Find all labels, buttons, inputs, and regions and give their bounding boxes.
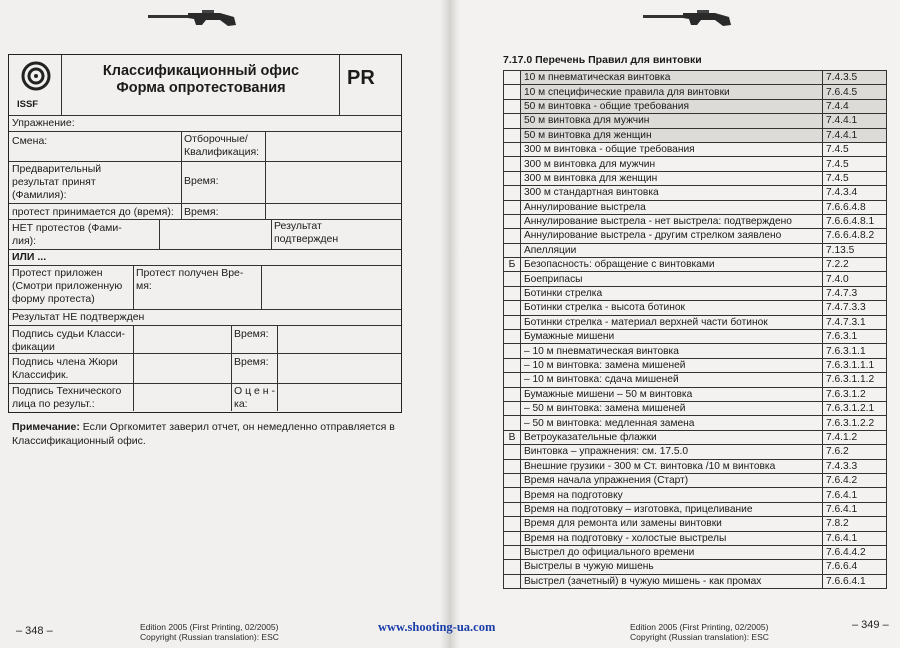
rule-code: 7.13.5 xyxy=(823,243,887,257)
rule-name: Аннулирование выстрела - нет выстрела: подтверждено xyxy=(521,214,823,228)
row-letter xyxy=(504,416,521,430)
page-number-left: – 348 – xyxy=(16,625,53,637)
form-title-line2: Форма опротестования xyxy=(116,80,286,96)
table-row xyxy=(504,214,887,228)
row-letter xyxy=(504,517,521,531)
row-letter xyxy=(504,344,521,358)
rule-name: – 50 м винтовка: медленная замена xyxy=(521,416,823,430)
row-letter xyxy=(504,531,521,545)
jury-signature-label: Подпись члена Жюри Классифик. xyxy=(12,356,118,381)
note-label: Примечание: xyxy=(12,421,80,433)
table-row xyxy=(504,459,887,473)
rule-code: 7.4.7.3.1 xyxy=(823,315,887,329)
protest-received-label: Протест получен Вре- мя: xyxy=(136,267,244,292)
rule-name: 50 м винтовка для мужчин xyxy=(521,114,823,128)
rule-code: 7.2.2 xyxy=(823,258,887,272)
judge-signature-label: Подпись судьи Класси- фикации xyxy=(12,328,125,353)
rule-code: 7.6.6.4.8 xyxy=(823,200,887,214)
form-title xyxy=(65,63,337,97)
rule-name: Выстрел до официального времени xyxy=(521,545,823,559)
row-letter xyxy=(504,330,521,344)
rule-code: 7.6.4.1 xyxy=(823,488,887,502)
rule-code: 7.4.4 xyxy=(823,99,887,113)
row-letter xyxy=(504,301,521,315)
rule-name: Аннулирование выстрела xyxy=(521,200,823,214)
rule-code: 7.4.7.3.3 xyxy=(823,301,887,315)
exercise-label: Упражнение: xyxy=(12,117,75,129)
table-row xyxy=(504,416,887,430)
accepted-until-label: протест принимается до (время): xyxy=(12,206,174,218)
page-number-right: – 349 – xyxy=(852,619,889,631)
table-row xyxy=(504,401,887,415)
rule-code: 7.4.1.2 xyxy=(823,430,887,444)
rule-name: Безопасность: обращение с винтовками xyxy=(521,258,823,272)
rule-code: 7.4.5 xyxy=(823,142,887,156)
rifle-icon xyxy=(148,8,238,30)
table-row xyxy=(504,142,887,156)
relay-label: Смена: xyxy=(12,135,48,147)
rule-name: Бумажные мишени – 50 м винтовка xyxy=(521,387,823,401)
table-row xyxy=(504,128,887,142)
confirmed-label: Результат подтвержден xyxy=(274,220,339,245)
row-letter xyxy=(504,545,521,559)
row-letter xyxy=(504,157,521,171)
row-letter xyxy=(504,387,521,401)
rule-name: Выстрелы в чужую мишень xyxy=(521,560,823,574)
preliminary-result-label: Предварительный результат принят (Фамилия): xyxy=(12,163,102,201)
rule-name: Аннулирование выстрела - другим стрелком заявлено xyxy=(521,229,823,243)
table-row xyxy=(504,545,887,559)
rule-name: 50 м винтовка - общие требования xyxy=(521,99,823,113)
table-row xyxy=(504,531,887,545)
technical-signature-label: Подпись Технического лица по результ.: xyxy=(12,385,122,410)
rule-code: 7.6.4.5 xyxy=(823,85,887,99)
table-row xyxy=(504,157,887,171)
rule-code: 7.6.2 xyxy=(823,445,887,459)
row-letter xyxy=(504,272,521,286)
row-letter xyxy=(504,574,521,588)
form-note xyxy=(12,420,402,448)
row-letter xyxy=(504,142,521,156)
rule-name: Ветроуказательные флажки xyxy=(521,430,823,444)
rule-name: – 50 м винтовка: замена мишеней xyxy=(521,401,823,415)
website-watermark: www.shooting-ua.com xyxy=(378,620,496,634)
rule-code: 7.4.0 xyxy=(823,272,887,286)
table-row xyxy=(504,114,887,128)
row-letter xyxy=(504,171,521,185)
rule-code: 7.4.7.3 xyxy=(823,286,887,300)
rule-code: 7.6.4.2 xyxy=(823,473,887,487)
rule-code: 7.6.4.1 xyxy=(823,502,887,516)
table-row xyxy=(504,286,887,300)
row-letter xyxy=(504,445,521,459)
rule-name: 300 м винтовка - общие требования xyxy=(521,142,823,156)
rule-name: Время для ремонта или замены винтовки xyxy=(521,517,823,531)
row-letter xyxy=(504,315,521,329)
rule-name: Время на подготовку - холостые выстрелы xyxy=(521,531,823,545)
row-letter xyxy=(504,459,521,473)
table-row xyxy=(504,430,887,444)
rule-code: 7.6.4.1 xyxy=(823,531,887,545)
table-row xyxy=(504,517,887,531)
rule-code: 7.4.4.1 xyxy=(823,114,887,128)
rule-code: 7.4.5 xyxy=(823,157,887,171)
rule-name: Винтовка – упражнения: см. 17.5.0 xyxy=(521,445,823,459)
rule-code: 7.8.2 xyxy=(823,517,887,531)
row-letter xyxy=(504,401,521,415)
form-code: PR xyxy=(347,67,375,89)
rule-code: 7.6.3.1.2.2 xyxy=(823,416,887,430)
rule-name: Ботинки стрелка xyxy=(521,286,823,300)
rule-name: 300 м винтовка для мужчин xyxy=(521,157,823,171)
rule-code: 7.4.3.4 xyxy=(823,186,887,200)
table-row xyxy=(504,229,887,243)
table-row xyxy=(504,560,887,574)
table-row xyxy=(504,358,887,372)
protest-attached-label: Протест приложен (Смотри приложенную форму протеста) xyxy=(12,267,123,305)
rule-name: – 10 м винтовка: сдача мишеней xyxy=(521,373,823,387)
rule-name: 10 м специфические правила для винтовки xyxy=(521,85,823,99)
table-row xyxy=(504,344,887,358)
rule-code: 7.4.3.3 xyxy=(823,459,887,473)
row-letter xyxy=(504,128,521,142)
footer-right: Edition 2005 (First Printing, 02/2005) Copyright (Russian translation): ESC xyxy=(630,622,769,642)
rule-name: 300 м стандартная винтовка xyxy=(521,186,823,200)
rule-name: Время на подготовку xyxy=(521,488,823,502)
row-letter xyxy=(504,286,521,300)
rule-name: 50 м винтовка для женщин xyxy=(521,128,823,142)
rule-name: Ботинки стрелка - материал верхней части ботинок xyxy=(521,315,823,329)
table-row xyxy=(504,502,887,516)
row-letter xyxy=(504,488,521,502)
issf-logo-icon xyxy=(21,61,51,91)
rule-name: – 10 м винтовка: замена мишеней xyxy=(521,358,823,372)
rule-code: 7.6.3.1 xyxy=(823,330,887,344)
rule-name: Время на подготовку – изготовка, прицеливание xyxy=(521,502,823,516)
rule-name: 300 м винтовка для женщин xyxy=(521,171,823,185)
rule-name: Бумажные мишени xyxy=(521,330,823,344)
rule-code: 7.6.3.1.1 xyxy=(823,344,887,358)
table-row xyxy=(504,258,887,272)
table-row xyxy=(504,171,887,185)
protest-form xyxy=(8,54,402,413)
table-row xyxy=(504,488,887,502)
rule-name: 10 м пневматическая винтовка xyxy=(521,71,823,85)
row-letter xyxy=(504,186,521,200)
rule-name: Выстрел (зачетный) в чужую мишень - как промах xyxy=(521,574,823,588)
rule-name: Время начала упражнения (Старт) xyxy=(521,473,823,487)
not-confirmed-label: Результат НЕ подтвержден xyxy=(12,311,145,323)
time-label-2: Время: xyxy=(184,206,219,218)
rule-code: 7.6.6.4.8.1 xyxy=(823,214,887,228)
rule-name: Ботинки стрелка - высота ботинок xyxy=(521,301,823,315)
table-row xyxy=(504,272,887,286)
time-label-4: Время: xyxy=(234,356,269,368)
row-letter: В xyxy=(504,430,521,444)
row-letter xyxy=(504,214,521,228)
row-letter xyxy=(504,114,521,128)
table-row xyxy=(504,200,887,214)
book-gutter xyxy=(440,0,460,648)
row-letter xyxy=(504,373,521,387)
rule-name: – 10 м пневматическая винтовка xyxy=(521,344,823,358)
row-letter xyxy=(504,358,521,372)
rule-code: 7.4.3.5 xyxy=(823,71,887,85)
table-row xyxy=(504,473,887,487)
footer-left: Edition 2005 (First Printing, 02/2005) Copyright (Russian translation): ESC xyxy=(140,622,279,642)
table-row xyxy=(504,71,887,85)
issf-logo-text: ISSF xyxy=(17,99,39,110)
rules-title: 7.17.0 Перечень Правил для винтовки xyxy=(503,54,702,66)
row-letter xyxy=(504,229,521,243)
rule-code: 7.6.3.1.1.1 xyxy=(823,358,887,372)
row-letter xyxy=(504,99,521,113)
time-label: Время: xyxy=(184,175,219,187)
rule-code: 7.6.4.4.2 xyxy=(823,545,887,559)
or-label: ИЛИ ... xyxy=(12,251,47,263)
table-row xyxy=(504,373,887,387)
row-letter xyxy=(504,200,521,214)
row-letter xyxy=(504,243,521,257)
rule-code: 7.4.5 xyxy=(823,171,887,185)
table-row xyxy=(504,301,887,315)
table-row xyxy=(504,85,887,99)
row-letter xyxy=(504,560,521,574)
rule-code: 7.4.4.1 xyxy=(823,128,887,142)
rule-name: Апелляции xyxy=(521,243,823,257)
score-label: О ц е н - ка: xyxy=(234,385,275,410)
row-letter xyxy=(504,71,521,85)
rule-name: Боеприпасы xyxy=(521,272,823,286)
time-label-3: Время: xyxy=(234,328,269,340)
table-row xyxy=(504,445,887,459)
rule-code: 7.6.6.4 xyxy=(823,560,887,574)
rifle-icon xyxy=(643,8,733,30)
row-letter xyxy=(504,473,521,487)
note-text: Если Оргкомитет заверил отчет, он немедленно отправляется в Классификационный офис. xyxy=(12,421,395,447)
rule-name: Внешние грузики - 300 м Ст. винтовка /10 м винтовка xyxy=(521,459,823,473)
table-row xyxy=(504,243,887,257)
rule-code: 7.6.6.4.1 xyxy=(823,574,887,588)
table-row xyxy=(504,330,887,344)
form-title-line1: Классификационный офис xyxy=(102,63,300,79)
rule-code: 7.6.3.1.1.2 xyxy=(823,373,887,387)
table-row xyxy=(504,387,887,401)
rules-table xyxy=(503,70,887,589)
no-protest-label: НЕТ протестов (Фами- лия): xyxy=(12,222,122,247)
table-row xyxy=(504,99,887,113)
table-row xyxy=(504,574,887,588)
row-letter xyxy=(504,502,521,516)
rule-code: 7.6.3.1.2 xyxy=(823,387,887,401)
row-letter: Б xyxy=(504,258,521,272)
rule-code: 7.6.3.1.2.1 xyxy=(823,401,887,415)
qualification-label: Отборочные/ Квалификация: xyxy=(184,133,260,158)
row-letter xyxy=(504,85,521,99)
rule-code: 7.6.6.4.8.2 xyxy=(823,229,887,243)
table-row xyxy=(504,315,887,329)
table-row xyxy=(504,186,887,200)
